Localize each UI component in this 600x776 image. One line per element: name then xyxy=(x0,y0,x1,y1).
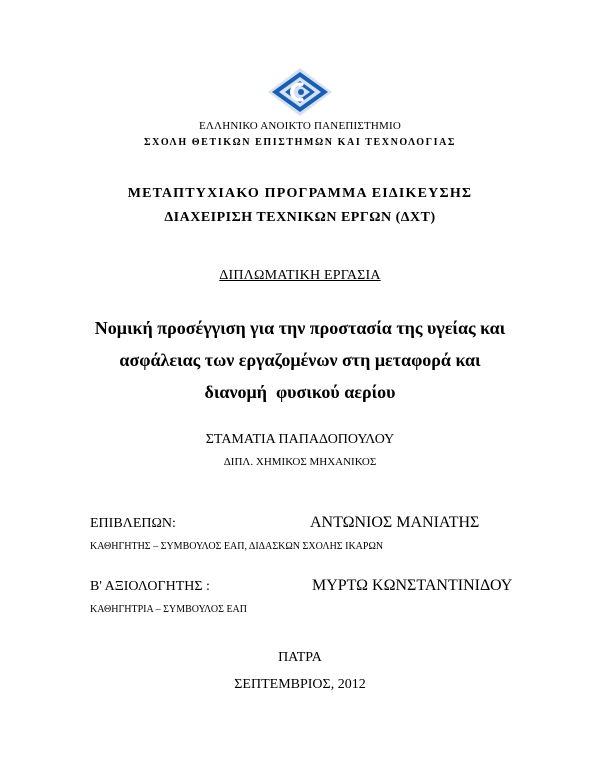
supervisor-label: ΕΠΙΒΛΕΠΩΝ: xyxy=(90,516,176,531)
thesis-title-line-2: ασφάλειας των εργαζομένων στη μεταφορά και xyxy=(119,350,481,370)
evaluator-role: ΚΑΘΗΓΗΤΡΙΑ – ΣΥΜΒΟΥΛΟΣ ΕΑΠ xyxy=(90,604,247,615)
city: ΠΑΤΡΑ xyxy=(278,650,322,665)
program-subtitle: ΔΙΑΧΕΙΡΙΣΗ ΤΕΧΝΙΚΩΝ ΕΡΓΩΝ (ΔΧΤ) xyxy=(164,210,436,225)
university-name: ΕΛΛΗΝΙΚΟ ΑΝΟΙΚΤΟ ΠΑΝΕΠΙΣΤΗΜΙΟ xyxy=(198,120,402,132)
author-name: ΣΤΑΜΑΤΙΑ ΠΑΠΑΔΟΠΟΥΛΟΥ xyxy=(205,432,395,447)
university-logo-icon xyxy=(268,68,332,116)
program-title: ΜΕΤΑΠΤΥΧΙΑΚΟ ΠΡΟΓΡΑΜΜΑ ΕΙΔΙΚΕΥΣΗΣ xyxy=(127,186,473,201)
thesis-title-line-1: Νομική προσέγγιση για την προστασία της υγείας και xyxy=(94,318,506,338)
school-name: ΣΧΟΛΗ ΘΕΤΙΚΩΝ ΕΠΙΣΤΗΜΩΝ ΚΑΙ ΤΕΧΝΟΛΟΓΙΑΣ xyxy=(143,137,457,148)
thesis-type: ΔΙΠΛΩΜΑΤΙΚΗ ΕΡΓΑΣΙΑ xyxy=(219,268,381,283)
supervisor-role: ΚΑΘΗΓΗΤΗΣ – ΣΥΜΒΟΥΛΟΣ ΕΑΠ, ΔΙΔΑΣΚΩΝ ΣΧΟΛΗΣ ΙΚΑΡΩΝ xyxy=(90,541,384,552)
evaluator-name: ΜΥΡΤΩ ΚΩΝΣΤΑΝΤΙΝΙΔΟΥ xyxy=(312,577,513,594)
date: ΣΕΠΤΕΜΒΡΙΟΣ, 2012 xyxy=(234,677,366,692)
supervisor-name: ΑΝΤΩΝΙΟΣ ΜΑΝΙΑΤΗΣ xyxy=(310,514,480,531)
evaluator-label: Β' ΑΞΙΟΛΟΓΗΤΗΣ : xyxy=(90,579,210,594)
thesis-title-line-3: διανομή φυσικού αερίου xyxy=(204,382,396,402)
author-title: ΔΙΠΛ. ΧΗΜΙΚΟΣ ΜΗΧΑΝΙΚΟΣ xyxy=(223,456,377,468)
